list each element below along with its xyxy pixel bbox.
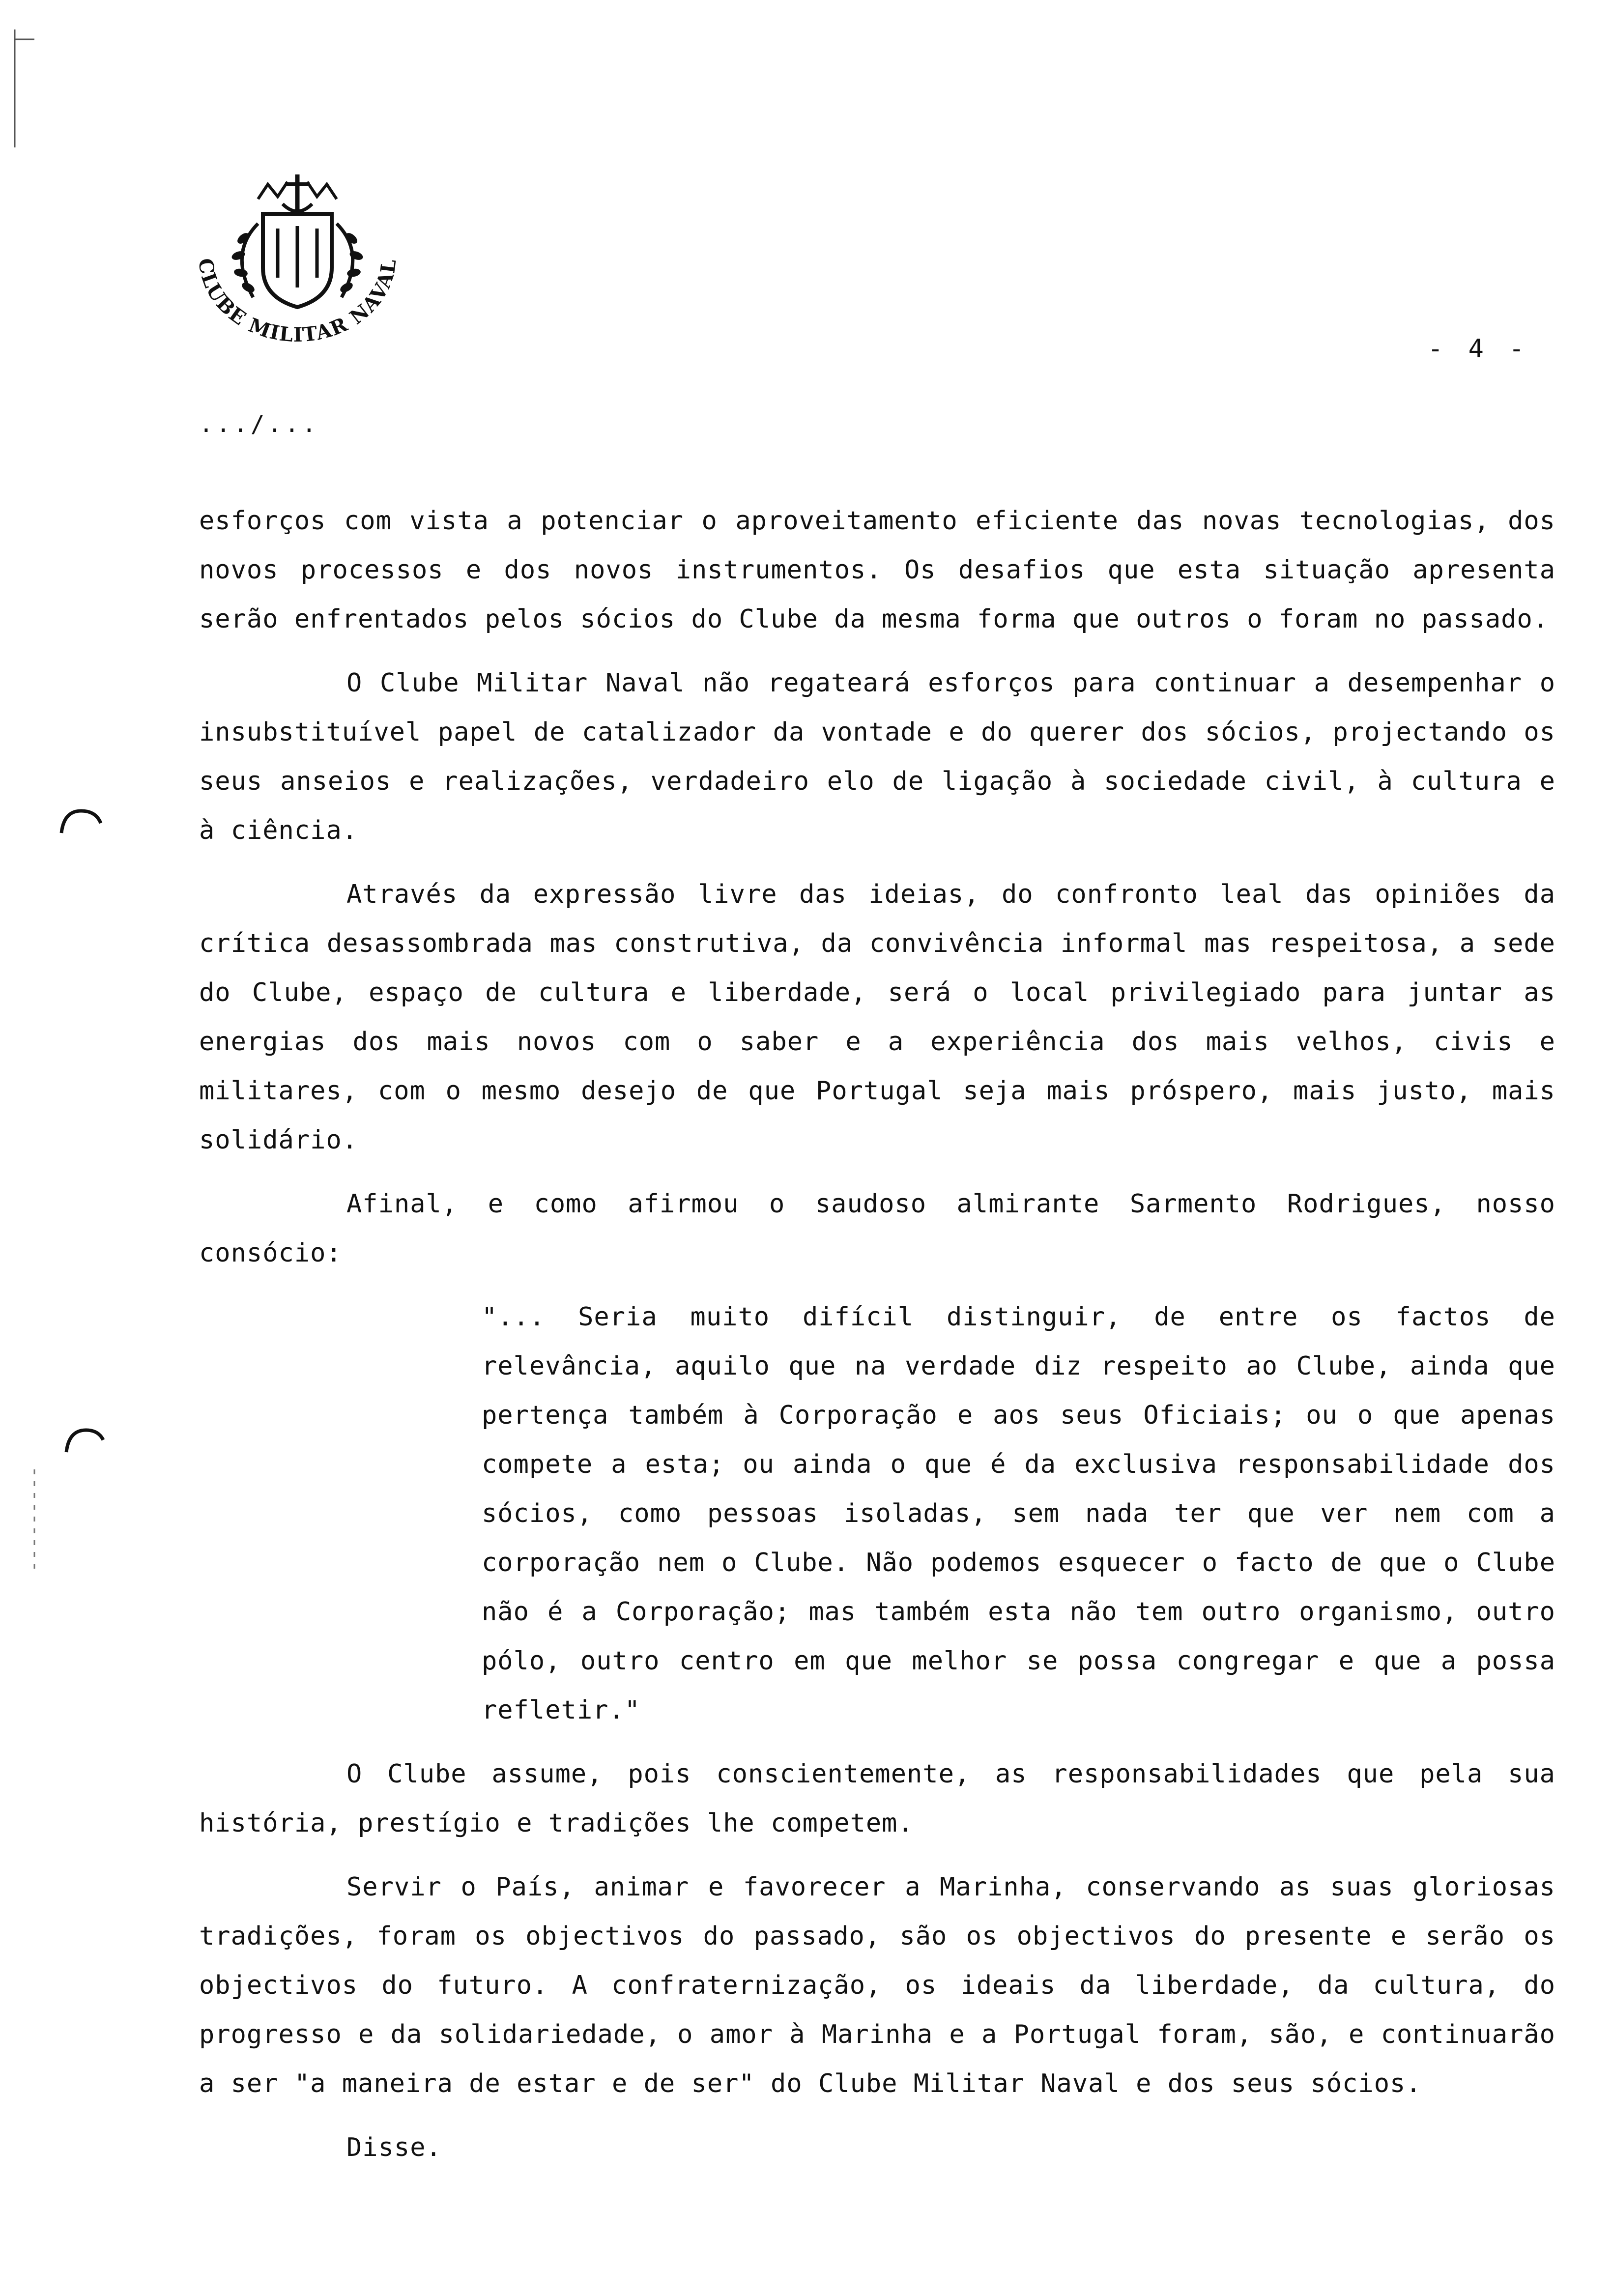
- club-emblem-logo: [189, 170, 405, 346]
- closing-line: Disse.: [346, 2133, 442, 2162]
- paragraph-2: O Clube Militar Naval não regateará esforços para continuar a desempenhar o insubstituível papel de catalizador da vontade e do querer dos sócios, projectando os seus anseios e realizações, verdadeiro elo de ligação à sociedade civil, à cultura e à ciência.: [199, 668, 1555, 845]
- page-number: - 4 -: [1428, 334, 1529, 364]
- continuation-mark: .../...: [199, 410, 319, 438]
- document-body: [199, 496, 1555, 2187]
- paragraph-1: esforços com vista a potenciar o aproveitamento eficiente das novas tecnologias, dos novos processos e dos novos instrumentos. Os desafios que esta situação apresenta serão enfrentados pelos sócios do Clube da mesma forma que outros o foram no passado.: [199, 506, 1555, 634]
- paragraph-4: Afinal, e como afirmou o saudoso almirante Sarmento Rodrigues, nosso consócio:: [199, 1189, 1555, 1268]
- paragraph-5: O Clube assume, pois conscientemente, as responsabilidades que pela sua história, prestígio e tradições lhe competem.: [199, 1759, 1555, 1838]
- block-quote: "... Seria muito difícil distinguir, de entre os factos de relevância, aquilo que na verdade diz respeito ao Clube, ainda que pertença também à Corporação e aos seus Oficiais; ou o que apenas compete a esta; ou ainda o que é da exclusiva responsabilidade dos sócios, como pessoas isoladas, sem nada ter que ver nem com a corporação nem o Clube. Não podemos esquecer o facto de que o Clube não é a Corporação; mas também esta não tem outro organismo, outro pólo, outro centro em que melhor se possa congregar e que a possa refletir.": [482, 1302, 1555, 1725]
- club-emblem-text: CLUBE MILITAR NAVAL: [194, 257, 401, 346]
- punch-hole-mark: [57, 806, 106, 835]
- scan-edge-marks: [0, 0, 59, 1622]
- paragraph-6: Servir o País, animar e favorecer a Marinha, conservando as suas gloriosas tradições, foram os objectivos do passado, são os objectivos do presente e serão os objectivos do futuro. A confraternização, os ideais da liberdade, da cultura, do progresso e da solidariedade, o amor à Marinha e a Portugal foram, são, e continuarão a ser "a maneira de estar e de ser" do Clube Militar Naval e dos seus sócios.: [199, 1872, 1555, 2098]
- paragraph-3: Através da expressão livre das ideias, do confronto leal das opiniões da crítica desassombrada mas construtiva, da convivência informal mas respeitosa, a sede do Clube, espaço de cultura e liberdade, será o local privilegiado para juntar as energias dos mais novos com o saber e a experiência dos mais velhos, civis e militares, com o mesmo desejo de que Portugal seja mais próspero, mais justo, mais solidário.: [199, 880, 1555, 1155]
- punch-hole-mark: [59, 1425, 108, 1455]
